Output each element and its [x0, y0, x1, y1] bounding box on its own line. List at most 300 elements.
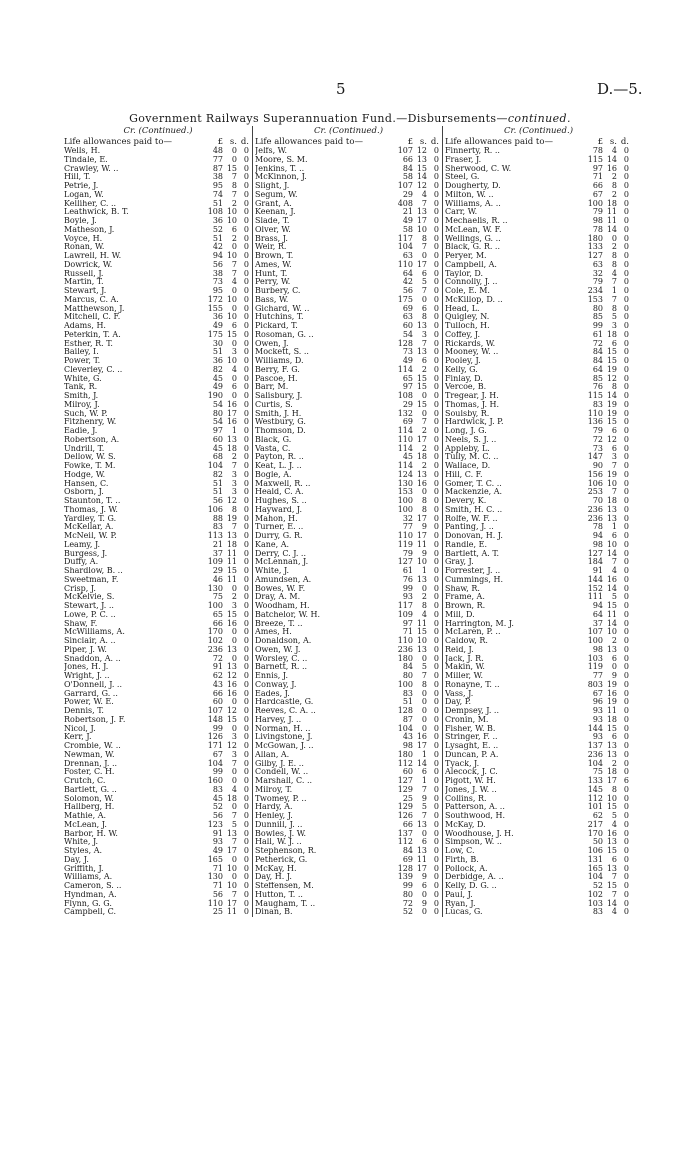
shillings: 16	[226, 679, 237, 689]
pounds: 54	[212, 399, 223, 409]
pence: 0	[623, 688, 629, 698]
shillings: 15	[416, 399, 427, 409]
pence: 0	[623, 793, 629, 803]
shillings: 13	[416, 469, 427, 479]
table-row	[445, 217, 632, 226]
pence: 0	[243, 828, 249, 838]
pounds: 87	[402, 714, 413, 724]
pounds: 82	[212, 469, 223, 479]
table-row	[255, 690, 442, 699]
pounds: 234	[587, 286, 603, 295]
pounds: 127	[587, 251, 603, 260]
shillings: 4	[421, 609, 427, 619]
pensioner-name: Berry, F. G.	[255, 365, 300, 374]
pounds: 153	[587, 294, 603, 304]
pounds: 147	[587, 452, 603, 462]
table-row	[255, 681, 442, 690]
pence: 0	[243, 706, 249, 715]
pounds: 43	[402, 732, 413, 742]
shillings: 12	[226, 496, 237, 505]
pence: 0	[433, 627, 439, 637]
table-row	[445, 550, 632, 559]
table-row	[64, 655, 252, 664]
pounds: 99	[402, 881, 413, 890]
pounds: 65	[402, 373, 413, 383]
lead-label: Life allowances paid to—	[445, 137, 553, 147]
pounds: 97	[212, 426, 223, 435]
pounds: 115	[587, 391, 603, 400]
shillings: 1	[611, 286, 617, 295]
pensioner-name: Campbell, A.	[445, 260, 497, 269]
table-row	[255, 488, 442, 497]
pensioner-name: Hansen, C.	[64, 479, 109, 488]
shillings: 10	[606, 478, 617, 488]
pounds: 95	[212, 181, 223, 190]
pounds: 236	[587, 504, 603, 514]
pensioner-name: Marcus, C. A.	[64, 295, 119, 304]
pence: 0	[623, 889, 629, 899]
pounds: 133	[587, 776, 603, 785]
shillings: 13	[606, 863, 617, 873]
shillings: 10	[226, 251, 237, 260]
pensioner-name: Gilby, J. E. ..	[255, 759, 304, 768]
pounds: 30	[212, 338, 223, 348]
pounds: 94	[592, 531, 603, 540]
shillings: 3	[231, 478, 237, 488]
table-row	[64, 278, 252, 287]
pensioner-name: Adams, H.	[64, 322, 106, 330]
pence: 0	[623, 329, 629, 339]
pounds: 64	[402, 268, 413, 278]
shillings: 19	[606, 679, 617, 689]
table-row	[255, 637, 442, 646]
pounds: 803	[587, 679, 603, 689]
pence: 0	[623, 811, 629, 820]
table-row	[255, 348, 442, 357]
pence: 0	[433, 889, 439, 899]
pounds: 110	[587, 408, 603, 418]
table-row	[255, 847, 442, 856]
table-row	[255, 453, 442, 462]
table-row	[445, 305, 632, 314]
pensioner-name: Tank, R.	[64, 383, 98, 392]
pensioner-name: Nicol, J.	[64, 724, 96, 733]
pensioner-name: Westbury, G.	[255, 418, 306, 427]
pence: 0	[623, 373, 629, 383]
table-row	[64, 742, 252, 751]
pensioner-name: Owen, W. J.	[255, 645, 301, 654]
pensioner-name: Solomon, W.	[64, 794, 114, 803]
table-row	[445, 585, 632, 594]
pence: 0	[243, 749, 249, 759]
table-row	[64, 891, 252, 900]
table-row	[64, 541, 252, 550]
pounds: 52	[592, 881, 603, 890]
pounds: 217	[587, 819, 603, 829]
table-row	[64, 725, 252, 734]
pounds: 127	[397, 557, 413, 567]
pensioner-name: Ames, H.	[255, 628, 292, 637]
table-row	[445, 340, 632, 349]
pensioner-name: Leamy, J.	[64, 540, 101, 549]
pounds: 71	[212, 881, 223, 890]
pounds: 36	[212, 312, 223, 322]
table-row	[255, 585, 442, 594]
shillings: 0	[421, 889, 427, 899]
shillings: 1	[611, 522, 617, 532]
shillings: 6	[231, 382, 237, 392]
pence: 0	[623, 303, 629, 313]
shillings: 6	[611, 426, 617, 435]
table-row	[255, 165, 442, 174]
shillings: 16	[606, 828, 617, 838]
pounds: 62	[592, 811, 603, 820]
shillings: 10	[226, 216, 237, 225]
pence: 0	[433, 391, 439, 400]
pensioner-name: Lowe, P. C. ..	[64, 610, 116, 619]
pensioner-name: Dougherty, D.	[445, 182, 501, 190]
pounds: 99	[212, 767, 223, 777]
table-row	[64, 392, 252, 401]
pence: 0	[433, 356, 439, 365]
pence: 0	[623, 898, 629, 908]
pensioner-name: Cummings, H.	[445, 575, 503, 584]
table-row	[445, 331, 632, 340]
table-row	[445, 865, 632, 874]
table-row	[445, 655, 632, 664]
pence: 0	[243, 793, 249, 803]
shillings: 16	[606, 163, 617, 173]
pensioner-name: Pigott, W. H.	[445, 777, 496, 785]
shillings: 5	[421, 802, 427, 812]
table-row	[445, 558, 632, 567]
table-row	[445, 261, 632, 270]
table-row	[255, 593, 442, 602]
pensioner-name: Low, C.	[445, 847, 475, 855]
lead-row	[64, 137, 252, 147]
column-header: Cr. (Continued.)	[123, 126, 193, 136]
table-row	[64, 383, 252, 392]
pence: 0	[243, 548, 249, 558]
pence: 0	[433, 583, 439, 593]
table-row	[445, 812, 632, 821]
pounds: 84	[402, 163, 413, 173]
pounds: 79	[402, 548, 413, 558]
pounds: 84	[402, 846, 413, 855]
shillings: 8	[231, 181, 237, 190]
table-row	[64, 620, 252, 629]
shillings: 8	[611, 259, 617, 269]
table-row	[64, 698, 252, 707]
column-header: Cr. (Continued.)	[503, 126, 574, 136]
pounds: 128	[397, 863, 413, 873]
pounds: 93	[592, 706, 603, 715]
pounds: 75	[212, 592, 223, 602]
pence: 6	[623, 776, 629, 785]
pence: 0	[433, 382, 439, 392]
pence: 0	[243, 382, 249, 392]
pounds: 61	[402, 566, 413, 575]
table-row	[64, 585, 252, 594]
shillings: 7	[421, 671, 427, 680]
pensioner-name: Olver, W.	[255, 225, 291, 234]
shillings: 8	[421, 496, 427, 505]
pence: 0	[433, 259, 439, 269]
table-row	[445, 786, 632, 795]
pensioner-name: Segum, W.	[255, 190, 298, 199]
pensioner-name: Quigley, N.	[445, 313, 490, 322]
table-row	[255, 707, 442, 716]
pence: 0	[433, 697, 439, 707]
table-row	[255, 742, 442, 751]
table-row	[255, 445, 442, 454]
shillings: 8	[611, 784, 617, 794]
pounds: 79	[592, 207, 603, 217]
shillings: 15	[606, 802, 617, 812]
pounds: 42	[212, 242, 223, 252]
shillings: 11	[606, 207, 617, 217]
table-row	[64, 611, 252, 620]
table-row	[445, 681, 632, 690]
pensioner-name: Simpson, W. ..	[445, 838, 502, 847]
pensioner-name: Osborn, J.	[64, 488, 104, 497]
pensioner-name: Dinan, B.	[255, 908, 293, 917]
pensioner-name: Day, J.	[64, 855, 89, 864]
shillings: 3	[231, 487, 237, 497]
table-row	[255, 908, 442, 917]
pounds: 171	[207, 741, 223, 750]
shillings: 3	[231, 601, 237, 610]
table-row	[64, 305, 252, 314]
shillings: 13	[606, 504, 617, 514]
pensioner-name: Jenkins, T. ..	[255, 164, 305, 173]
pounds: 155	[207, 303, 223, 313]
pensioner-name: Amundsen, A.	[255, 575, 312, 584]
table-row	[64, 681, 252, 690]
pence: 0	[243, 224, 249, 234]
pounds: 75	[592, 767, 603, 777]
table-row	[255, 663, 442, 672]
lead-label: Life allowances paid to—	[255, 137, 363, 147]
pensioner-name: Milroy, J.	[64, 400, 100, 409]
pence: 0	[243, 653, 249, 663]
pensioner-name: Bartlett, A. T.	[445, 549, 500, 558]
shillings: 16	[226, 399, 237, 409]
shillings: 16	[606, 574, 617, 584]
pence: 0	[623, 294, 629, 304]
table-row	[64, 208, 252, 217]
table-row	[255, 576, 442, 585]
shillings: 8	[421, 601, 427, 610]
table-row	[445, 541, 632, 550]
pence: 0	[243, 426, 249, 435]
table-row	[64, 418, 252, 427]
shillings: 13	[416, 154, 427, 164]
shillings: 7	[231, 889, 237, 899]
shillings: 18	[226, 443, 237, 453]
unit-shillings: s.	[419, 137, 427, 147]
pensioner-name: Dowrick, W.	[64, 260, 113, 269]
pence: 0	[243, 496, 249, 505]
table-row	[445, 830, 632, 839]
pence: 0	[243, 198, 249, 208]
pence: 0	[623, 574, 629, 584]
shillings: 15	[606, 417, 617, 427]
table-row	[64, 340, 252, 349]
table-row	[64, 348, 252, 357]
pence: 0	[623, 172, 629, 182]
pounds: 85	[592, 312, 603, 322]
shillings: 2	[611, 636, 617, 645]
pence: 0	[433, 758, 439, 768]
table-row	[445, 803, 632, 812]
pounds: 180	[397, 749, 413, 759]
pence: 0	[433, 426, 439, 435]
pounds: 79	[592, 426, 603, 435]
table-row	[64, 768, 252, 777]
pence: 0	[433, 496, 439, 505]
table-row	[64, 200, 252, 209]
table-row	[445, 821, 632, 830]
pensioner-name: Forrester, J. ..	[445, 567, 501, 575]
pence: 0	[243, 671, 249, 680]
pounds: 52	[212, 224, 223, 234]
lead-row	[255, 137, 442, 147]
pounds: 127	[397, 776, 413, 785]
shillings: 15	[226, 329, 237, 339]
shillings: 6	[611, 531, 617, 540]
shillings: 19	[606, 697, 617, 707]
pensioner-name: Griffith, J.	[64, 864, 104, 873]
pounds: 71	[592, 172, 603, 182]
pounds: 119	[397, 539, 413, 549]
pence: 0	[623, 802, 629, 812]
pence: 0	[243, 846, 249, 855]
pensioner-name: Burbery, C.	[255, 287, 301, 295]
pence: 0	[623, 837, 629, 847]
shillings: 1	[421, 566, 427, 575]
shillings: 15	[606, 846, 617, 855]
pence: 0	[433, 531, 439, 540]
shillings: 7	[611, 557, 617, 567]
table-row	[445, 672, 632, 681]
pensioner-name: Styles, A.	[64, 847, 103, 855]
pence: 0	[243, 767, 249, 777]
table-row	[255, 655, 442, 664]
shillings: 7	[421, 198, 427, 208]
column-rows	[445, 147, 632, 917]
shillings: 0	[231, 627, 237, 637]
pensioner-name: Jelfs, W.	[255, 147, 288, 155]
table-row	[64, 471, 252, 480]
shillings: 10	[226, 881, 237, 890]
pounds: 190	[207, 391, 223, 400]
table-row	[64, 165, 252, 174]
table-row	[255, 795, 442, 804]
shillings: 19	[606, 364, 617, 374]
pensioner-name: Grant, A.	[255, 199, 292, 208]
pensioner-name: Weir, R.	[255, 243, 287, 252]
table-row	[445, 392, 632, 401]
pounds: 49	[212, 846, 223, 855]
pence: 0	[623, 653, 629, 663]
pence: 0	[433, 741, 439, 750]
pensioner-name: Mitchell, C. F.	[64, 313, 121, 322]
pensioner-name: Condell, W. ..	[255, 768, 309, 777]
shillings: 10	[226, 207, 237, 217]
table-row	[255, 191, 442, 200]
table-row	[445, 628, 632, 637]
pounds: 32	[592, 268, 603, 278]
pounds: 36	[212, 356, 223, 365]
pounds: 61	[592, 329, 603, 339]
table-row	[255, 698, 442, 707]
table-row	[255, 515, 442, 524]
table-row	[445, 847, 632, 856]
pounds: 77	[592, 671, 603, 680]
pensioner-name: Randle, E.	[445, 540, 488, 549]
table-row	[445, 418, 632, 427]
pensioner-name: Jones, H. J.	[64, 663, 109, 672]
pounds: 165	[207, 854, 223, 864]
table-row	[445, 156, 632, 165]
shillings: 4	[611, 566, 617, 575]
pence: 0	[623, 557, 629, 567]
shillings: 5	[611, 312, 617, 322]
pence: 0	[243, 688, 249, 698]
pence: 0	[243, 356, 249, 365]
shillings: 8	[421, 233, 427, 243]
pensioner-name: Ryan, J.	[445, 899, 476, 908]
table-row	[64, 637, 252, 646]
pensioner-name: Soulsby, R.	[445, 409, 490, 418]
pensioner-name: Milton, W. ..	[445, 190, 494, 199]
pounds: 60	[402, 321, 413, 330]
pence: 0	[623, 443, 629, 453]
shillings: 13	[416, 846, 427, 855]
shillings: 6	[611, 732, 617, 742]
pounds: 51	[212, 478, 223, 488]
table-row	[64, 672, 252, 681]
pensioner-name: Steel, G.	[445, 173, 480, 182]
pounds: 77	[402, 522, 413, 532]
pounds: 67	[592, 189, 603, 199]
pensioner-name: Shardlow, B. ..	[64, 567, 123, 575]
shillings: 8	[421, 504, 427, 514]
shillings: 2	[231, 452, 237, 462]
pounds: 72	[592, 434, 603, 444]
pensioner-name: Hughes, S. ..	[255, 497, 307, 505]
pensioner-name: Barnett, R. ..	[255, 663, 308, 672]
pounds: 49	[402, 356, 413, 365]
shillings: 2	[421, 461, 427, 470]
pence: 0	[623, 189, 629, 199]
pounds: 104	[397, 723, 413, 733]
pounds: 101	[587, 802, 603, 812]
shillings: 10	[606, 627, 617, 637]
pence: 0	[433, 557, 439, 567]
shillings: 12	[226, 741, 237, 750]
pence: 0	[243, 321, 249, 330]
pensioner-name: Mackenzie, A.	[445, 488, 503, 497]
pence: 0	[623, 312, 629, 322]
table-row	[445, 873, 632, 882]
pence: 0	[243, 251, 249, 260]
pence: 0	[243, 566, 249, 575]
pensioner-name: Hutchins, T.	[255, 313, 304, 322]
shillings: 0	[421, 828, 427, 838]
pence: 0	[623, 644, 629, 654]
